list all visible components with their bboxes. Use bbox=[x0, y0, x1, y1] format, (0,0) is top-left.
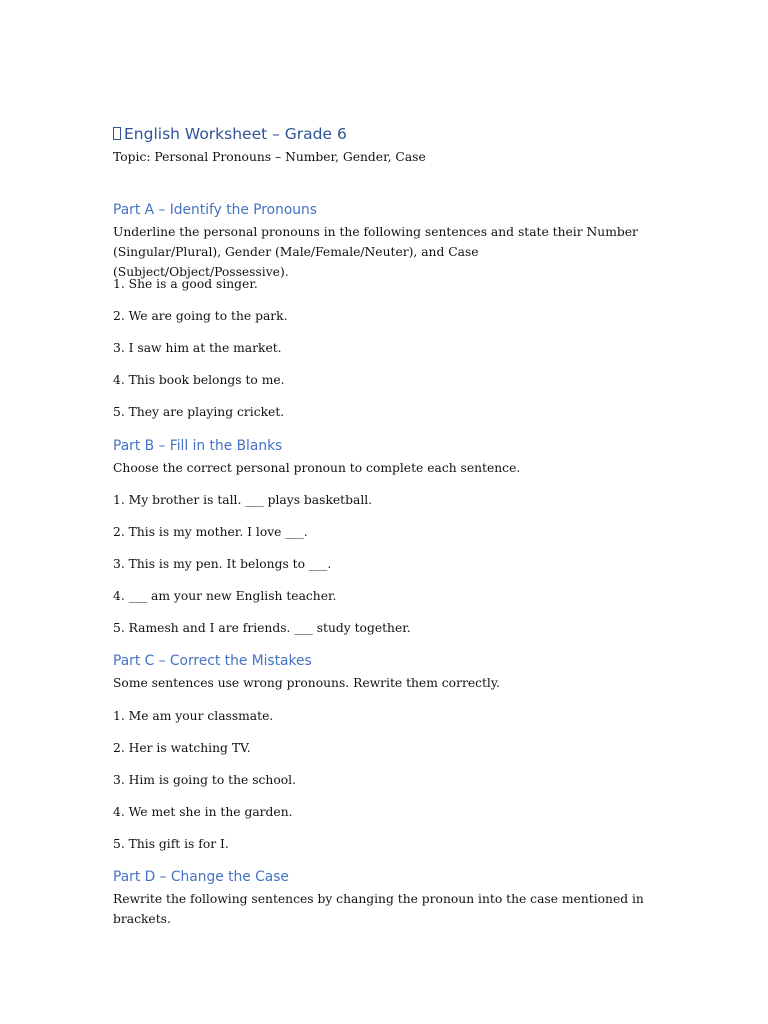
part-d-instruction: Rewrite the following sentences by changing the pronoun into the case mentioned in brackets. bbox=[113, 892, 644, 926]
part-c-item-3: 3. Him is going to the school. bbox=[113, 773, 296, 787]
part-a-item-4: 4. This book belongs to me. bbox=[113, 373, 285, 387]
part-c-item-2: 2. Her is watching TV. bbox=[113, 741, 251, 755]
part-b-item-4: 4. ___ am your new English teacher. bbox=[113, 589, 337, 603]
part-a-heading: Part A – Identify the Pronouns bbox=[113, 202, 317, 218]
part-a-instruction: Underline the personal pronouns in the following sentences and state their Number (Singular/Plural), Gender (Male/Female/Neuter), and Case (Subject/Object/Possessive). bbox=[113, 225, 638, 279]
part-a-item-2: 2. We are going to the park. bbox=[113, 309, 288, 323]
part-c-item-1: 1. Me am your classmate. bbox=[113, 709, 274, 723]
part-a-item-5: 5. They are playing cricket. bbox=[113, 405, 285, 419]
part-b-item-2: 2. This is my mother. I love ___. bbox=[113, 525, 308, 539]
part-b-instruction: Choose the correct personal pronoun to complete each sentence. bbox=[113, 461, 521, 475]
part-a-section bbox=[113, 201, 658, 419]
worksheet-title-text: English Worksheet – Grade 6 bbox=[124, 125, 347, 143]
part-d-section bbox=[113, 868, 658, 929]
part-b-item-3: 3. This is my pen. It belongs to ___. bbox=[113, 557, 332, 571]
part-c-section bbox=[113, 652, 658, 851]
document-icon bbox=[113, 127, 121, 140]
part-c-instruction: Some sentences use wrong pronouns. Rewrite them correctly. bbox=[113, 676, 501, 690]
part-a-item-3: 3. I saw him at the market. bbox=[113, 341, 282, 355]
part-c-item-5: 5. This gift is for I. bbox=[113, 837, 229, 851]
part-b-item-1: 1. My brother is tall. ___ plays basketball. bbox=[113, 493, 373, 507]
part-b-section bbox=[113, 437, 658, 635]
worksheet-topic: Topic: Personal Pronouns – Number, Gender, Case bbox=[113, 150, 426, 164]
part-b-item-5: 5. Ramesh and I are friends. ___ study together. bbox=[113, 621, 411, 635]
part-b-heading: Part B – Fill in the Blanks bbox=[113, 438, 283, 454]
worksheet-title bbox=[113, 125, 347, 143]
part-d-heading: Part D – Change the Case bbox=[113, 869, 289, 885]
part-c-heading: Part C – Correct the Mistakes bbox=[113, 653, 312, 669]
part-c-item-4: 4. We met she in the garden. bbox=[113, 805, 293, 819]
part-a-item-1: 1. She is a good singer. bbox=[113, 277, 258, 291]
